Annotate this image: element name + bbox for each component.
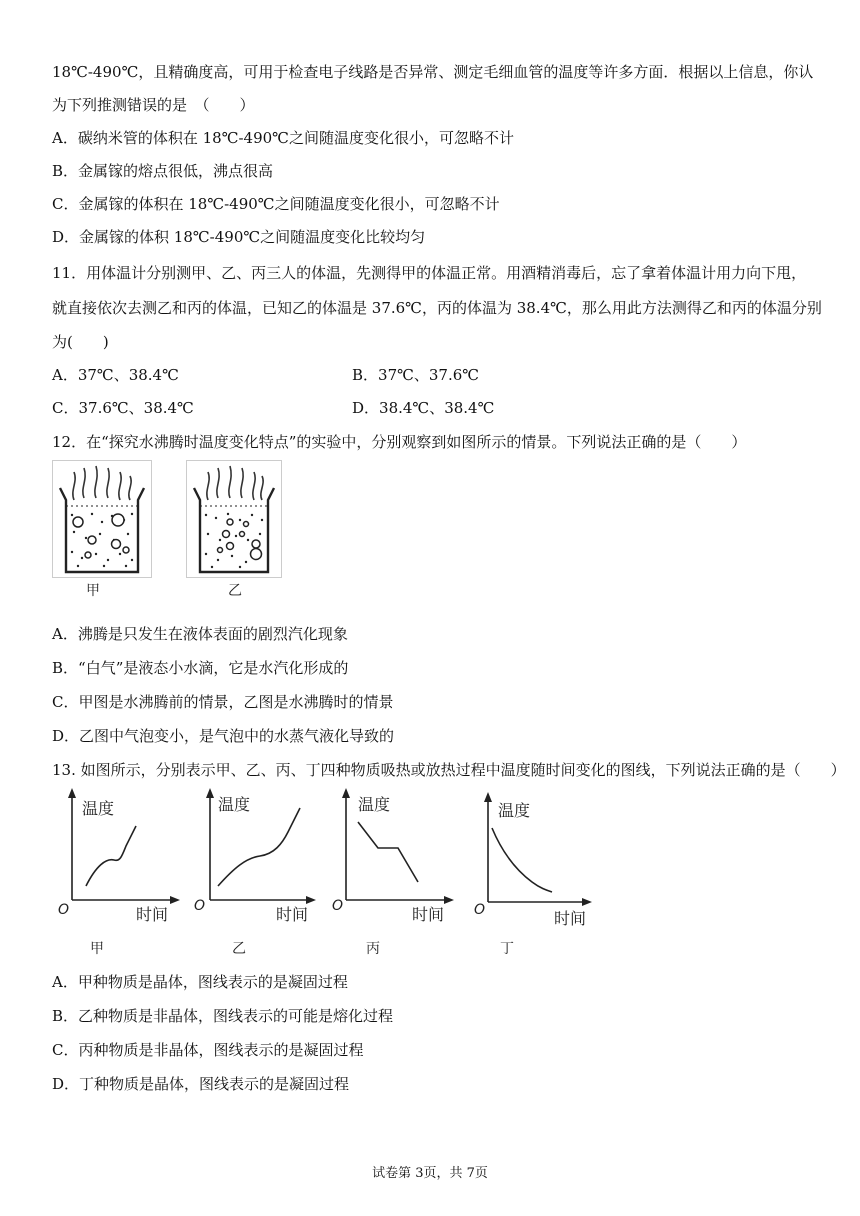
- graph-ding-xlabel: 时间: [554, 909, 587, 928]
- page-footer: 试卷第 3页，共 7页: [372, 1166, 488, 1181]
- q12-stem: 12．在“探究水沸腾时温度变化特点”的实验中，分别观察到如图所示的情景。下列说法正确的是（ ）: [52, 433, 747, 451]
- graph-bing-ylabel: 温度: [358, 795, 391, 814]
- q12-option-a: A．沸腾是只发生在液体表面的剧烈汽化现象: [52, 625, 348, 643]
- beaker-figure-yi: [186, 460, 282, 578]
- graph-ding: [472, 790, 596, 930]
- q13-option-a: A．甲种物质是晶体，图线表示的是凝固过程: [52, 973, 348, 991]
- q10-text-line1: 18℃-490℃，且精确度高，可用于检查电子线路是否异常、测定毛细血管的温度等许多方面．根据以上信息，你认: [52, 63, 814, 81]
- graph-jia-ylabel: 温度: [82, 799, 115, 818]
- graph-ding-origin: O: [474, 902, 486, 918]
- q13-option-d: D．丁种物质是晶体，图线表示的是凝固过程: [52, 1075, 350, 1093]
- q10-option-c: C．金属镓的体积在 18℃-490℃之间随温度变化很小，可忽略不计: [52, 195, 500, 213]
- q11-option-c: C．37.6℃、38.4℃: [52, 399, 194, 417]
- graph-label-bing: 丙: [366, 941, 380, 957]
- figure-label-jia: 甲: [86, 583, 100, 599]
- graph-bing-xlabel: 时间: [412, 905, 445, 924]
- graph-ding-ylabel: 温度: [498, 801, 531, 820]
- q11-option-d: D．38.4℃、38.4℃: [352, 399, 495, 417]
- graph-bing-origin: O: [332, 898, 344, 914]
- q13-stem: 13. 如图所示，分别表示甲、乙、丙、丁四种物质吸热或放热过程中温度随时间变化的图线，下列说法正确的是（ ）: [52, 761, 846, 779]
- q10-option-d: D．金属镓的体积 18℃-490℃之间随温度变化比较均匀: [52, 228, 426, 246]
- q10-option-b: B．金属镓的熔点很低，沸点很高: [52, 162, 274, 180]
- graph-yi-ylabel: 温度: [218, 795, 251, 814]
- q13-option-b: B．乙种物质是非晶体，图线表示的可能是熔化过程: [52, 1007, 394, 1025]
- q11-stem-line1: 11．用体温计分别测甲、乙、丙三人的体温，先测得甲的体温正常。用酒精消毒后，忘了拿着体温计用力向下甩，: [52, 264, 807, 282]
- graph-jia: [50, 786, 180, 928]
- graph-yi-origin: O: [194, 898, 206, 914]
- q10-option-a: A．碳纳米管的体积在 18℃-490℃之间随温度变化很小，可忽略不计: [52, 129, 514, 147]
- graph-jia-xlabel: 时间: [136, 905, 169, 924]
- graph-bing: [330, 786, 460, 928]
- graph-jia-origin: O: [58, 902, 70, 918]
- q10-text-line2: 为下列推测错误的是 （ ）: [52, 96, 255, 114]
- q11-option-a: A．37℃、38.4℃: [52, 366, 179, 384]
- figure-label-yi: 乙: [228, 583, 242, 599]
- q12-option-c: C．甲图是水沸腾前的情景，乙图是水沸腾时的情景: [52, 693, 394, 711]
- q11-option-b: B．37℃、37.6℃: [352, 366, 480, 384]
- q11-stem-line2: 就直接依次去测乙和丙的体温，已知乙的体温是 37.6℃，丙的体温为 38.4℃，那么用此方法测得乙和丙的体温分别: [52, 299, 822, 317]
- graph-label-ding: 丁: [500, 941, 514, 957]
- q12-option-b: B．“白气”是液态小水滴，它是水汽化形成的: [52, 659, 349, 677]
- graph-label-yi: 乙: [232, 941, 246, 957]
- q11-stem-line3: 为( ): [52, 333, 109, 351]
- graph-yi: [190, 786, 320, 928]
- q12-option-d: D．乙图中气泡变小，是气泡中的水蒸气液化导致的: [52, 727, 395, 745]
- graph-label-jia: 甲: [90, 941, 104, 957]
- q13-option-c: C．丙种物质是非晶体，图线表示的是凝固过程: [52, 1041, 364, 1059]
- graph-yi-xlabel: 时间: [276, 905, 309, 924]
- beaker-figure-jia: [52, 460, 152, 578]
